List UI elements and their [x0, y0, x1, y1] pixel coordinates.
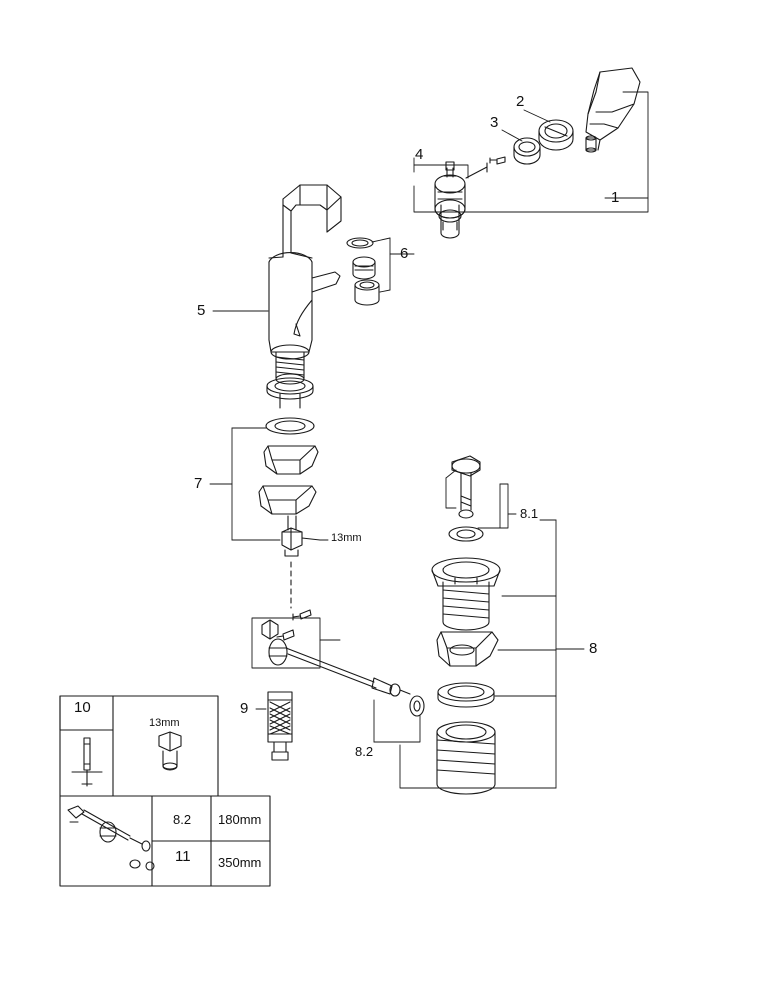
callout-6: 6: [400, 245, 409, 262]
callout-8: 8: [589, 640, 598, 657]
part-group-hose-connector: [256, 692, 292, 760]
callout-1: 1: [611, 189, 620, 206]
callout-5: 5: [197, 302, 206, 319]
size-table-row-value-1: 350mm: [218, 855, 262, 870]
part-group-handle-cartridge: [414, 68, 648, 238]
size-table-row-ref-0: 8.2: [173, 812, 192, 827]
callout-4: 4: [415, 146, 424, 163]
callout-2: 2: [516, 93, 525, 110]
callout-10: 10: [74, 699, 91, 716]
size-table-row-value-0: 180mm: [218, 812, 262, 827]
callout-8-1: 8.1: [520, 506, 539, 521]
dimension-note-13mm-upper: 13mm: [331, 532, 362, 544]
callout-3: 3: [490, 114, 499, 131]
part-group-faucet-body: [213, 185, 341, 408]
part-group-pull-rod-linkage: [252, 610, 424, 742]
dimension-note-13mm-inset: 13mm: [149, 717, 180, 729]
callout-11: 11: [175, 848, 191, 865]
part-group-mounting-hardware: [210, 418, 328, 608]
callout-7: 7: [194, 475, 203, 492]
callout-9: 9: [240, 700, 249, 717]
callout-8-2: 8.2: [355, 744, 374, 759]
part-group-waste-set: [400, 456, 584, 794]
